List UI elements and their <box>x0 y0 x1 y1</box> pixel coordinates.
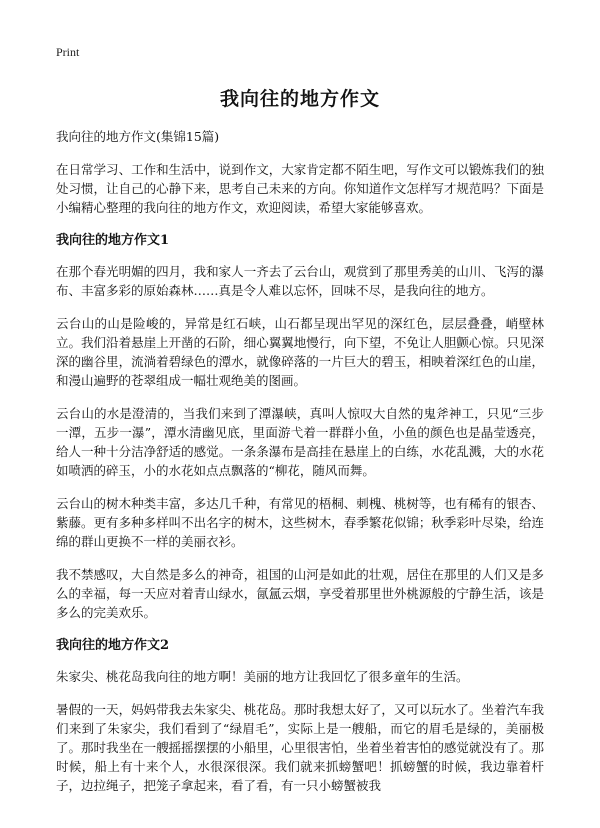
intro-paragraph: 在日常学习、工作和生活中，说到作文，大家肯定都不陌生吧，写作文可以锻炼我们的独处习惯，让自己的心静下来，思考自己未来的方向。你知道作文怎样写才规范吗？下面是小编精心整理的我向往的地方作文，欢迎阅读，希望大家能够喜欢。 <box>56 162 544 215</box>
document-title: 我向往的地方作文 <box>219 88 380 110</box>
section-paragraph: 我不禁感叹，大自然是多么的神奇，祖国的山河是如此的壮观，居住在那里的人们又是多么的幸福，每一天应对着青山绿水，氤氲云烟，享受着那里世外桃源般的宁静生活，该是多么的完美欢乐。 <box>56 567 544 620</box>
section-paragraph: 在那个春光明媚的四月，我和家人一齐去了云台山，观赏到了那里秀美的山川、飞泻的瀑布、丰富多彩的原始森林……真是令人难以忘怀，回味不尽，是我向往的地方。 <box>56 264 544 298</box>
document-subtitle: 我向往的地方作文(集锦15篇) <box>56 129 220 144</box>
section-paragraph: 暑假的一天，妈妈带我去朱家尖、桃花岛。那时我想太好了，又可以玩水了。坐着汽车我们来到了朱家尖，我们看到了“绿眉毛”，实际上是一艘船，而它的眉毛是绿的，美丽极了。那时我坐在一艘摇摇摆摆的小船里，心里很害怕，坐着坐着害怕的感觉就没有了。那时候，船上有十来个人，水很深很深。我们就来抓螃蟹吧！抓螃蟹的时候，我边靠着杆子，边拉绳子，把笼子拿起来，看了看，有一只小螃蟹被我 <box>56 702 544 793</box>
print-link[interactable]: Print <box>56 45 80 59</box>
section-heading: 我向往的地方作文2 <box>56 638 170 653</box>
section-heading: 我向往的地方作文1 <box>56 233 170 248</box>
section-paragraph: 云台山的水是澄清的，当我们来到了潭瀑峡，真叫人惊叹大自然的鬼斧神工，只见“三步一潭，五步一瀑”，潭水清幽见底，里面游弋着一群群小鱼，小鱼的颜色也是晶莹透亮，给人一种十分洁净舒适的感觉。一条条瀑布是高挂在悬崖上的白练，水花乱溅，大的水花如喷洒的碎玉，小的水花如点点飘落的“柳花，随风而舞。 <box>56 406 544 478</box>
section-paragraph: 朱家尖、桃花岛我向往的地方啊！美丽的地方让我回忆了很多童年的生活。 <box>56 669 469 684</box>
section-paragraph: 云台山的树木种类丰富，多达几千种，有常见的梧桐、刺槐、桃树等，也有稀有的银杏、紫藤。更有多种多样叫不出名字的树木，这些树木，春季繁花似锦；秋季彩叶尽染，给连绵的群山更换不一样的美丽衣衫。 <box>56 496 544 549</box>
section-paragraph: 云台山的山是险峻的，异常是红石峡，山石都呈现出罕见的深红色，层层叠叠，峭壁林立。我们沿着悬崖上开凿的石阶，细心翼翼地慢行，向下望，不免让人胆颤心惊。只见深深的幽谷里，流淌着碧绿色的潭水，就像碎落的一片巨大的碧玉，相映着深红色的山崖，和漫山遍野的苍翠组成一幅壮观绝美的图画。 <box>56 316 544 388</box>
